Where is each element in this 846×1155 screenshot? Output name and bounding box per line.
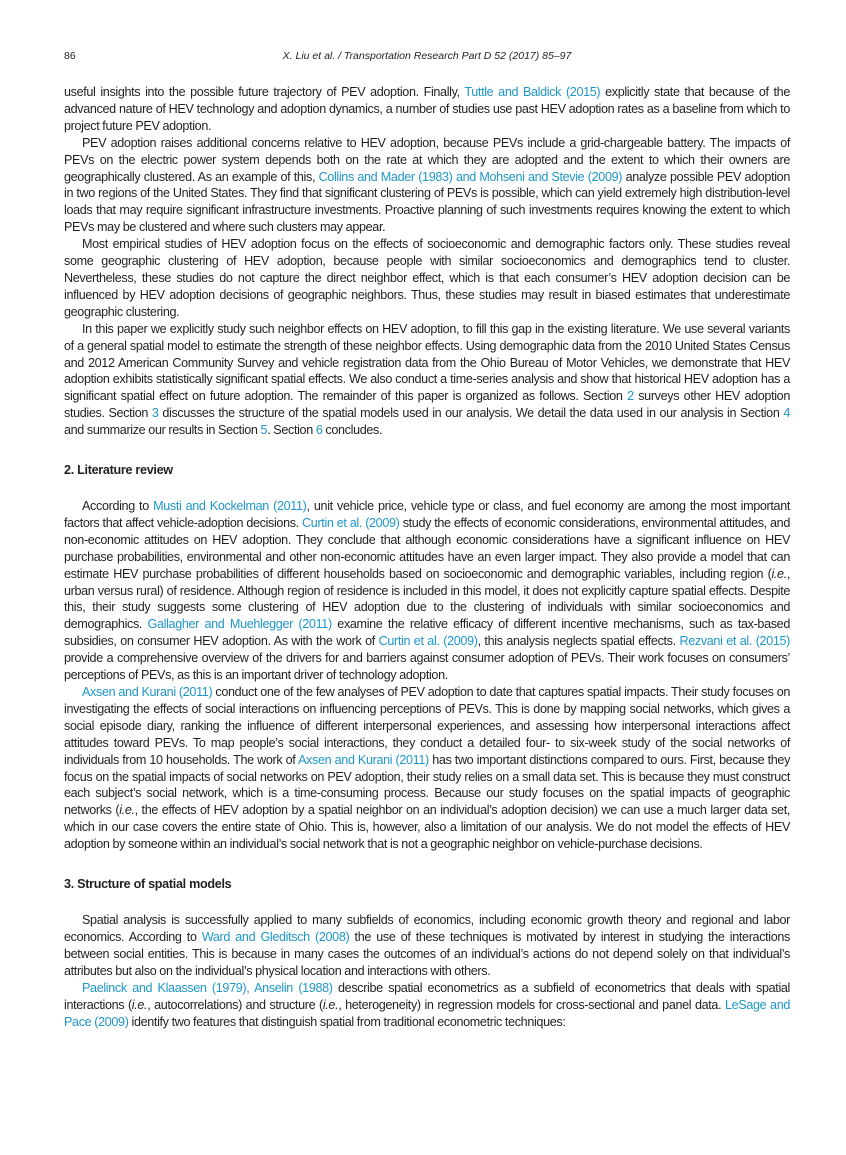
text-run: , heterogeneity) in regression models for cross-sectional and panel data.: [338, 997, 725, 1012]
paragraph: [64, 684, 790, 853]
text-run: , unit vehicle price, vehicle type or class, and fuel economy are among the most important factors that affect vehicle-adoption decisions.: [64, 499, 791, 530]
text-run: , urban versus rural) of residence. Although region of residence is included in this model, it does not explicitly capture spatial effects. Despite this, their study suggests some clustering of HEV adoption due to the clustering of individuals with similar socioeconomics and demographics.: [64, 566, 790, 632]
citation-link[interactable]: Paelinck and Klaassen (1979), Anselin (1988): [82, 980, 333, 995]
paragraph: [64, 498, 790, 684]
text-run: the use of these techniques is motivated by interest in studying the interactions between social entities. This is because in many cases the outcomes of an individual’s actions do not depend solely on that individual’s attributes but also on the individual’s physical location and interactions with others.: [64, 929, 790, 978]
paragraph: [64, 236, 790, 321]
paragraph: [64, 980, 790, 1031]
italic-abbrev: i.e.: [322, 997, 339, 1012]
text-run: and summarize our results in Section: [64, 423, 261, 438]
text-run: In this paper we explicitly study such neighbor effects on HEV adoption, to fill this gap in the existing literature. We use several variants of a general spatial model to estimate the strength of these neighbor effects. Using demographic data from the 2010 United States Census and 2012 American Community Survey and vehicle registration data from the Ohio Bureau of Motor Vehicles, we demonstrate that HEV adoption exhibits statistically significant spatial effects. We also conduct a time-series analysis and show that historical HEV adoption has a significant spatial effect on future adoption. The remainder of this paper is organized as follows. Section: [64, 321, 790, 404]
text-run: explicitly state that because of the advanced nature of HEV technology and adoption dynamics, a number of studies use past HEV adoption rates as a baseline from which to project future PEV adoption.: [64, 85, 790, 133]
text-run: describe spatial econometrics as a subfield of econometrics that deals with spatial interactions (: [64, 980, 790, 1012]
text-run: concludes.: [322, 423, 383, 438]
italic-abbrev: i.e.: [771, 566, 787, 581]
citation-link[interactable]: Gallagher and Muehlegger (2011): [147, 617, 332, 632]
running-header: [64, 50, 790, 68]
citation-link[interactable]: Musti and Kockelman (2011): [153, 499, 307, 514]
section-heading-spatial-models: 3. Structure of spatial models: [64, 877, 232, 892]
section-link-6[interactable]: 6: [315, 423, 323, 438]
text-run: , autocorrelations) and structure (: [147, 997, 323, 1012]
citation-link[interactable]: Axsen and Kurani (2011): [82, 685, 213, 699]
section-link-3[interactable]: 3: [151, 406, 159, 421]
text-run: Spatial analysis is successfully applied to many subfields of economics, including economic growth theory and regional and labor economics. According to: [64, 913, 790, 944]
text-run: identify two features that distinguish spatial from traditional econometric techniques:: [128, 1014, 566, 1029]
text-run: useful insights into the possible future trajectory of PEV adoption. Finally,: [64, 85, 465, 99]
text-run: study the effects of economic considerations, environmental attitudes, and non-economic attitudes on HEV adoption. They conclude that although economic considerations have a significant influence on HEV purchase probabilities, environmental and other non-economic attitudes have an even larger impact. They also provide a model that can estimate HEV purchase probabilities of different households based on socioeconomic and demographic variables, including region (: [64, 515, 790, 581]
text-run: discusses the structure of the spatial models used in our analysis. We detail the data used in our analysis in Section: [158, 406, 784, 421]
citation-link[interactable]: Curtin et al. (2009): [302, 515, 400, 530]
text-run: PEV adoption raises additional concerns relative to HEV adoption, because PEVs include a grid-chargeable battery. The impacts of PEVs on the electric power system depends both on the rate at which they are adopted and the extent to which their owners are geographically clustered. As an example of this,: [64, 135, 790, 184]
citation-link[interactable]: Curtin et al. (2009): [378, 634, 478, 649]
journal-citation-line: X. Liu et al. / Transportation Research Part D 52 (2017) 85–97: [282, 50, 572, 62]
text-run: Most empirical studies of HEV adoption focus on the effects of socioeconomic and demographic factors only. These studies reveal some geographic clustering of HEV adoption, because people with similar socioeconomics and demographics tend to cluster. Nevertheless, these studies do not capture the direct neighbor effect, which is that each consumer’s HEV adoption decision can be influenced by HEV adoption decisions of geographic neighbors. Thus, these studies may result in biased estimates that underestimate geographic clustering.: [64, 237, 790, 319]
paragraph: [64, 912, 790, 980]
paragraph: [64, 84, 790, 135]
section-heading-literature-review: 2. Literature review: [64, 463, 173, 478]
text-run: has two important distinctions compared to ours. First, because they focus on the spatial impacts of social networks on PEV adoption, their study relies on a small data set. This is because they must construct each subject’s social network, which is a time-consuming process. Because our study focuses on the spatial impacts of geographic networks (: [64, 752, 791, 818]
text-run: According to: [82, 499, 154, 514]
citation-link[interactable]: Rezvani et al. (2015): [679, 634, 791, 649]
text-run: analyze possible PEV adoption in two regions of the United States. They find that significant clustering of PEVs is possible, which can yield extremely high distribution-level loads that may require significant infrastructure investments. Proactive planning of such investments requires knowing the extent to which PEVs may be clustered and where such clusters may appear.: [64, 169, 790, 235]
article-page: [64, 50, 790, 1030]
text-run: conduct one of the few analyses of PEV adoption to date that captures spatial impacts. Their study focuses on investigating the effects of social interactions on influencing perceptions of PEVs. This is done by mapping social networks, which gives a social episode diary, ranking the influence of different interpersonal experiences, and assessing how interpersonal interactions affect attitudes toward PEVs. To map people’s social interactions, they conduct a detailed four- to six-week study of the social networks of individuals from 10 households. The work of: [64, 685, 791, 767]
paragraph: [64, 135, 790, 236]
italic-abbrev: i.e.: [131, 997, 148, 1012]
citation-link[interactable]: LeSage and Pace (2009): [64, 997, 791, 1029]
section-link-2[interactable]: 2: [627, 389, 634, 404]
section-link-5[interactable]: 5: [260, 423, 268, 438]
citation-link[interactable]: Ward and Gleditsch (2008): [201, 929, 350, 944]
text-run: provide a comprehensive overview of the drivers for and barriers against consumer adoption of PEVs. Their work focuses on consumers’ perceptions of PEVs, as this is an important driver of technology adoption.: [64, 651, 790, 683]
citation-link[interactable]: Axsen and Kurani (2011): [298, 752, 429, 767]
citation-link[interactable]: Collins and Mader (1983) and Mohseni and Stevie (2009): [318, 169, 623, 184]
text-run: , this analysis neglects spatial effects.: [477, 634, 680, 649]
text-run: surveys other HEV adoption studies. Section: [64, 389, 790, 421]
paragraph: [64, 321, 790, 439]
citation-link[interactable]: Tuttle and Baldick (2015): [464, 85, 601, 99]
text-run: , the effects of HEV adoption by a spatial neighbor on an individual’s adoption decision) we can use a much larger data set, which in our case covers the entire state of Ohio. This is, however, also a limitation of our analysis. We do not model the effects of HEV adoption by someone within an individual’s social network that is not a geographic neighbor on vehicle-purchase decisions.: [64, 803, 790, 852]
section-link-4[interactable]: 4: [783, 406, 790, 421]
italic-abbrev: i.e.: [119, 803, 135, 818]
text-run: examine the relative efficacy of different incentive mechanisms, such as tax-based subsidies, on consumer HEV adoption. As with the work of: [64, 617, 790, 649]
text-run: . Section: [267, 423, 316, 438]
page-number: 86: [64, 50, 76, 62]
